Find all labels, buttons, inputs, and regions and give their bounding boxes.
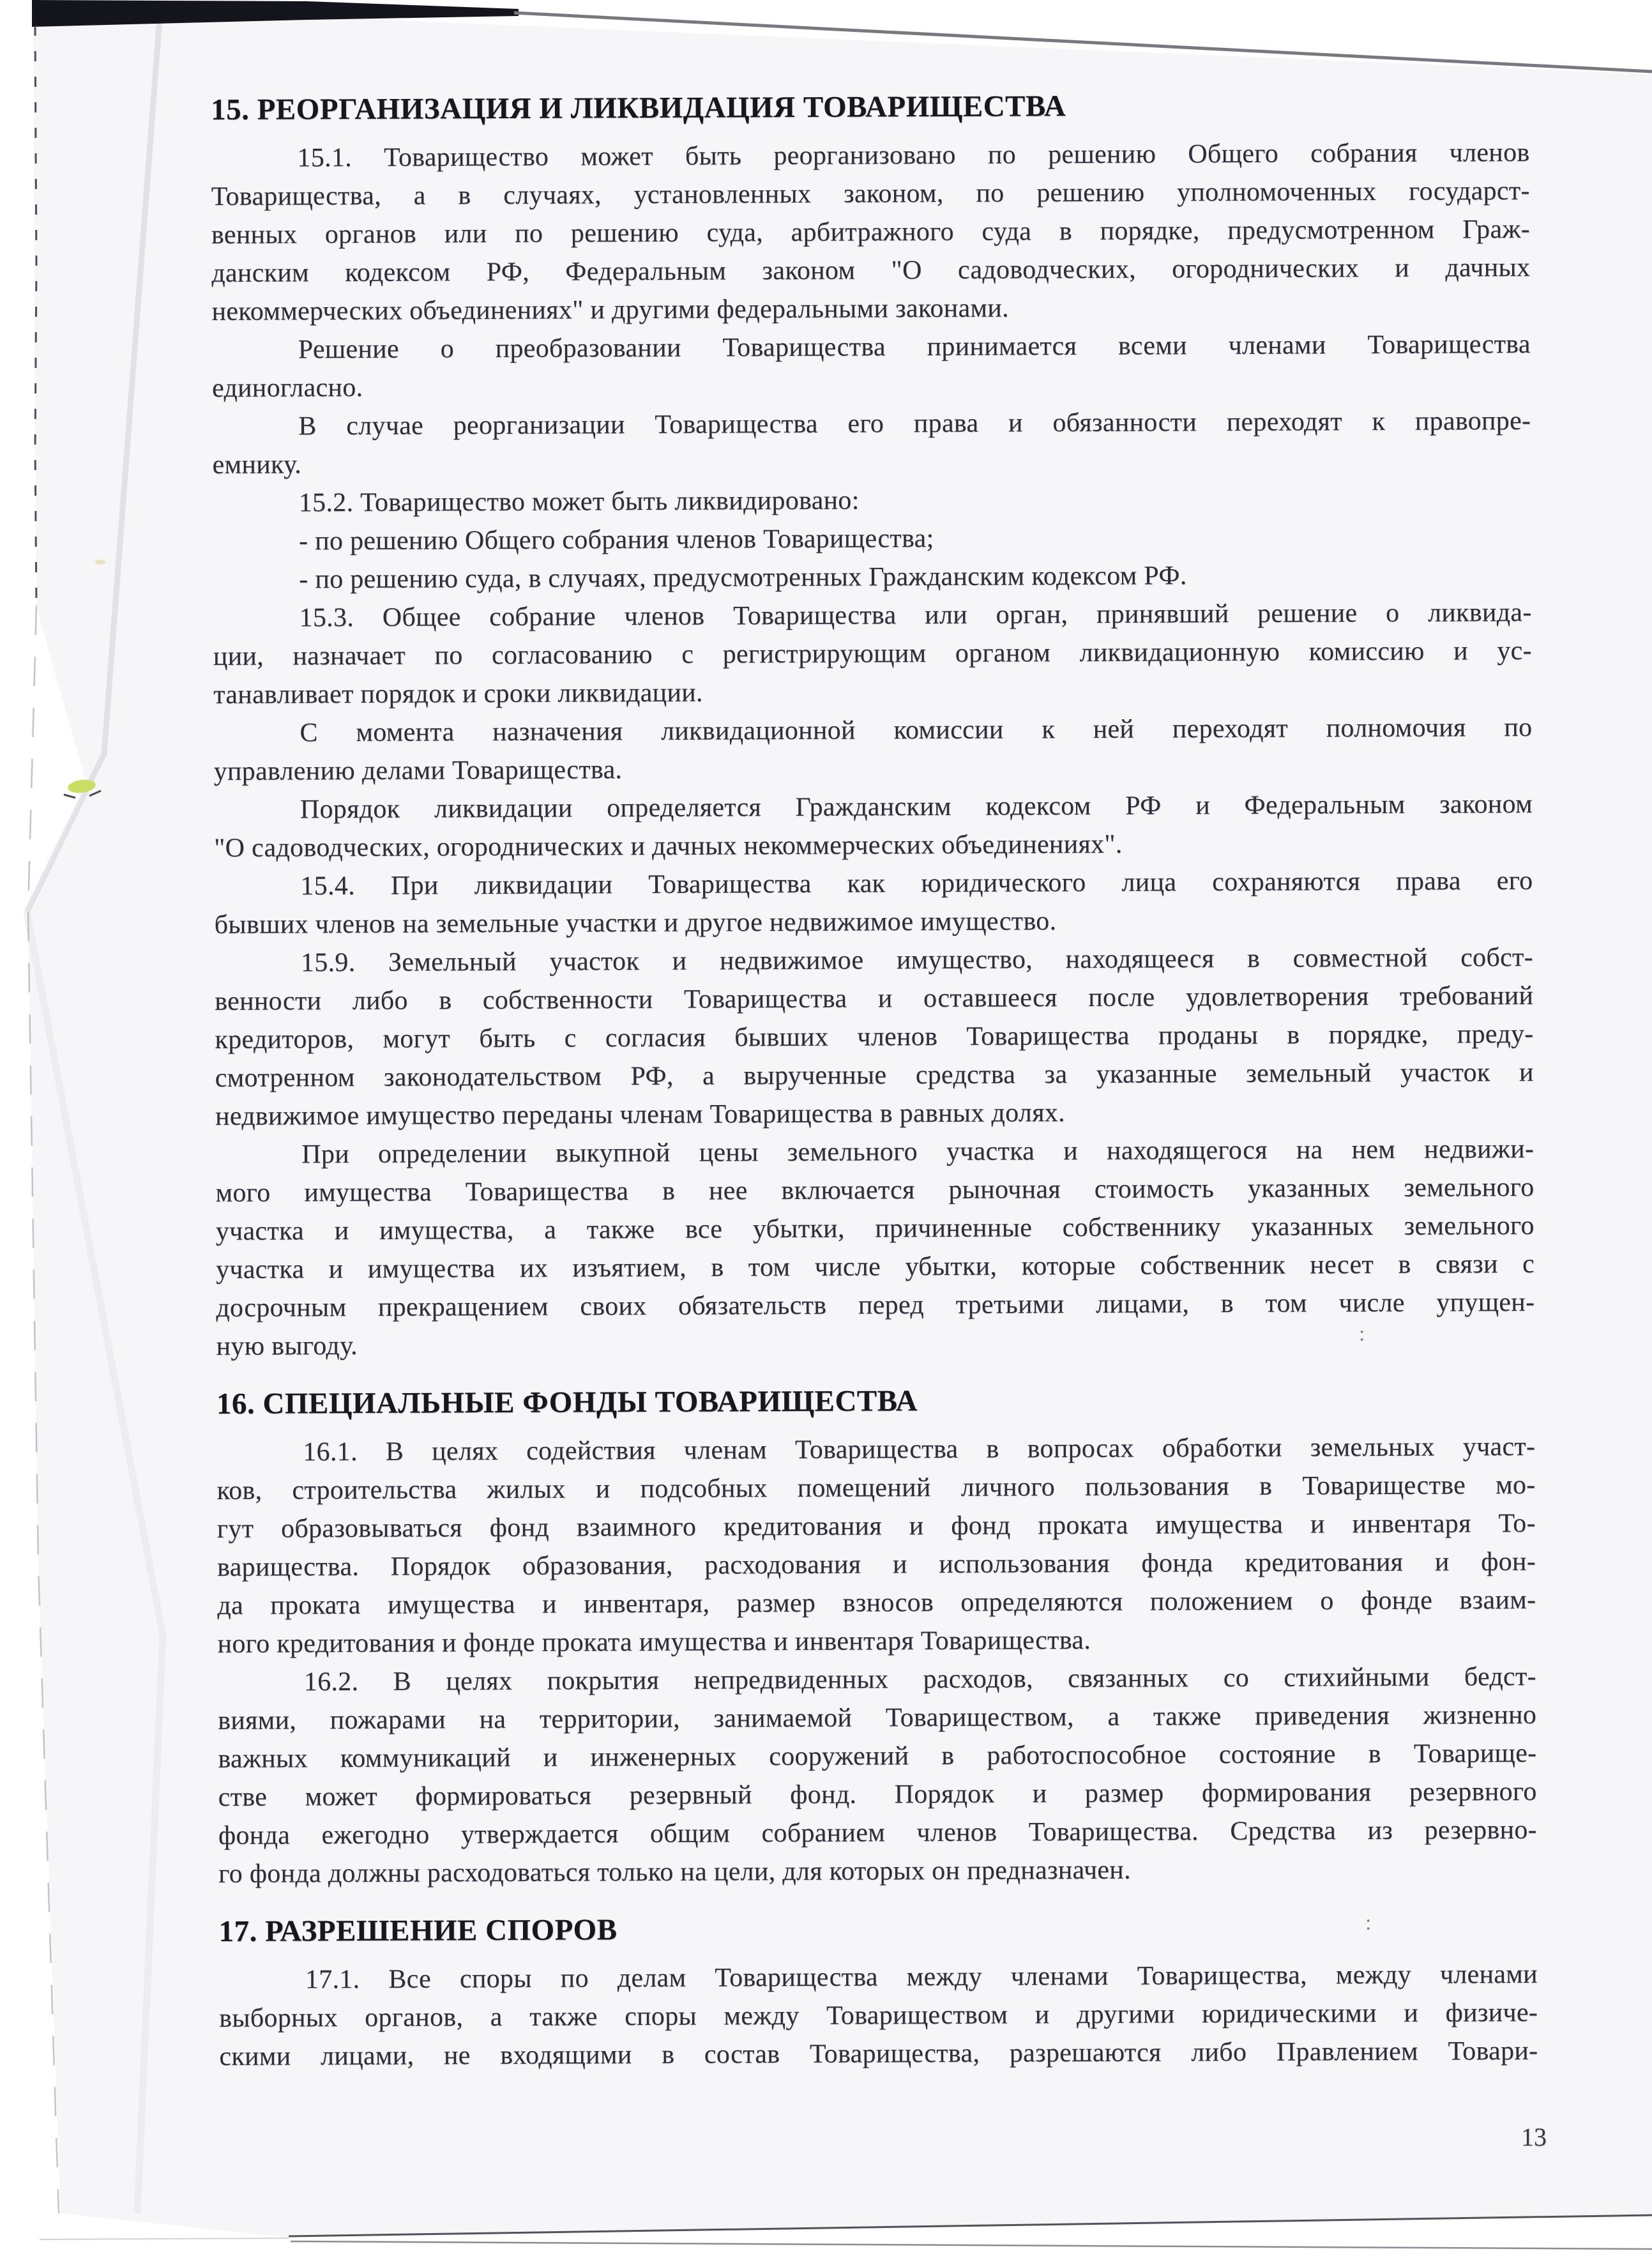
paragraph	[214, 862, 1533, 944]
text-line: - по решению Общего собрания членов Товарищества;	[298, 524, 934, 556]
text-line: емнику.	[212, 450, 302, 480]
text-line: 16. СПЕЦИАЛЬНЫЕ ФОНДЫ ТОВАРИЩЕСТВА	[216, 1384, 918, 1421]
text-line: Решение о преобразовании Товарищества принимается всеми членами Товарищества	[298, 329, 1531, 365]
text-line: да проката имущества и инвентаря, размер взносов определяются положением о фонде взаим-	[217, 1585, 1536, 1621]
text-line: участка и имущества, а также все убытки, причиненные собственнику указанных земельного	[215, 1210, 1535, 1246]
paragraph	[215, 938, 1534, 1136]
section-heading	[216, 1378, 1535, 1424]
paragraph	[218, 1658, 1538, 1893]
paragraph	[216, 1428, 1536, 1663]
text-line: бывших членов на земельные участки и другое недвижимое имущество.	[214, 906, 1057, 940]
paragraph	[213, 517, 1531, 561]
paragraph	[211, 133, 1530, 331]
text-line: ную выгоду.	[216, 1331, 358, 1361]
text-line: участка и имущества их изъятием, в том числе убытки, которые собственник несет в связи с	[215, 1249, 1535, 1285]
paragraph	[212, 402, 1531, 484]
text-line: некоммерческих объединениях" и другими федеральными законами.	[211, 293, 1010, 326]
text-line: венных органов или по решению суда, арбитражного суда в порядке, предусмотренном Граж-	[211, 214, 1531, 250]
paragraph	[213, 555, 1531, 599]
section-heading	[211, 84, 1529, 130]
text-line: ков, строительства жилых и подсобных помещений личного пользования в Товариществе мо-	[216, 1470, 1536, 1506]
text-line: управлению делами Товарищества.	[213, 755, 623, 786]
text-line: смотренном законодательством РФ, а вырученные средства за указанные земельный участок и	[215, 1057, 1534, 1093]
text-line: С момента назначения ликвидационной комиссии к ней переходят полномочия по	[299, 712, 1533, 748]
page-number: 13	[1521, 2123, 1547, 2151]
text-line: Порядок ликвидации определяется Гражданским кодексом РФ и Федеральным законом	[299, 789, 1533, 825]
text-line: 15.3. Общее собрание членов Товарищества или орган, принявший решение о ликвида-	[299, 597, 1532, 633]
text-line: 16.1. В целях содействия членам Товарищества в вопросах обработки земельных участ-	[303, 1431, 1536, 1467]
under-sheet-bottom-edge	[291, 2241, 1652, 2249]
text-line: важных коммуникаций и инженерных сооружений в работоспособное состояние в Товарище-	[218, 1738, 1537, 1774]
text-line: недвижимое имущество переданы членам Товарищества в равных долях.	[215, 1098, 1065, 1131]
text-line: мого имущества Товарищества в нее включается рыночная стоимость указанных земельного	[215, 1172, 1535, 1208]
text-line: При определении выкупной цены земельного участка и находящегося на нем недвижи-	[301, 1134, 1535, 1170]
paragraph	[219, 1955, 1538, 2076]
text-line: 15.4. При ликвидации Товарищества как юридического лица сохраняются права его	[300, 866, 1533, 901]
text-line: Товарищества, а в случаях, установленных законом, по решению уполномоченных государст-	[211, 176, 1530, 211]
text-line: варищества. Порядок образования, расходования и использования фонда кредитования и фон-	[216, 1546, 1536, 1582]
section-heading	[218, 1905, 1537, 1952]
scan-speck-colon-1: :	[1359, 1322, 1365, 1346]
text-line: 15.1. Товарищество может быть реорганизовано по решению Общего собрания членов	[297, 137, 1530, 173]
paragraph	[215, 1130, 1535, 1366]
green-tab-tick	[64, 795, 75, 798]
paragraph	[213, 708, 1533, 791]
text-line: венности либо в собственности Товарищества и оставшееся после удовлетворения требований	[215, 980, 1534, 1016]
text-line: 16.2. В целях покрытия непредвиденных расходов, связанных со стихийными бедст-	[303, 1661, 1536, 1697]
text-line: кредиторов, могут быть с согласия бывших членов Товарищества проданы в порядке, преду-	[215, 1019, 1534, 1055]
text-line: единогласно.	[211, 372, 363, 403]
text-line: танавливает порядок и сроки ликвидации.	[213, 678, 703, 710]
document-body	[211, 84, 1538, 2076]
text-line: 15.9. Земельный участок и недвижимое имущество, находящееся в совместной собст-	[300, 942, 1534, 978]
text-line: виями, пожарами на территории, занимаемой Товариществом, а также приведения жизненно	[218, 1700, 1537, 1735]
text-line: - по решению суда, в случаях, предусмотренных Гражданским кодексом РФ.	[299, 561, 1187, 595]
text-line: скими лицами, не входящими в состав Товарищества, разрешаются либо Правлением Товари-	[219, 2036, 1538, 2071]
text-line: 17. РАЗРЕШЕНИЕ СПОРОВ	[218, 1913, 618, 1948]
bottom-left-edge	[40, 2238, 289, 2239]
text-line: данским кодексом РФ, Федеральным законом "О садоводческих, огороднических и дачных	[211, 252, 1531, 288]
paper-speck	[95, 560, 105, 565]
text-line: фонда ежегодно утверждается общим собранием членов Товарищества. Средства из резервно-	[218, 1815, 1537, 1850]
text-line: ного кредитования и фонде проката имущества и инвентаря Товарищества.	[217, 1626, 1091, 1659]
text-line: 15. РЕОРГАНИЗАЦИЯ И ЛИКВИДАЦИЯ ТОВАРИЩЕСТВА	[211, 89, 1066, 126]
text-line: досрочным прекращением своих обязательств перед третьими лицами, в том числе упущен-	[216, 1287, 1535, 1323]
scan-speck-colon-2: :	[1365, 1911, 1372, 1935]
text-line: гут образовываться фонд взаимного кредитования и фонд проката имущества и инвентаря То-	[216, 1508, 1536, 1544]
paragraph	[212, 325, 1531, 408]
text-line: В случае реорганизации Товарищества его права и обязанности переходят к правопре-	[298, 406, 1531, 441]
text-line: 15.2. Товарищество может быть ликвидировано:	[298, 485, 860, 518]
text-line: 17.1. Все споры по делам Товарищества между членами Товарищества, между членами	[305, 1959, 1538, 1995]
paragraph	[213, 593, 1532, 714]
text-line: го фонда должны расходоваться только на цели, для которых он предназначен.	[218, 1855, 1131, 1889]
text-line: выборных органов, а также споры между Товариществом и другими юридическими и физиче-	[219, 1997, 1538, 2033]
paragraph	[214, 785, 1533, 867]
text-line: ции, назначает по согласованию с регистрирующим органом ликвидационную комиссию и ус-	[213, 636, 1532, 671]
paragraph	[213, 478, 1531, 522]
text-line: стве может формироваться резервный фонд. Порядок и размер формирования резервного	[218, 1776, 1537, 1812]
text-line: "О садоводческих, огороднических и дачных некоммерческих объединениях".	[214, 829, 1123, 863]
